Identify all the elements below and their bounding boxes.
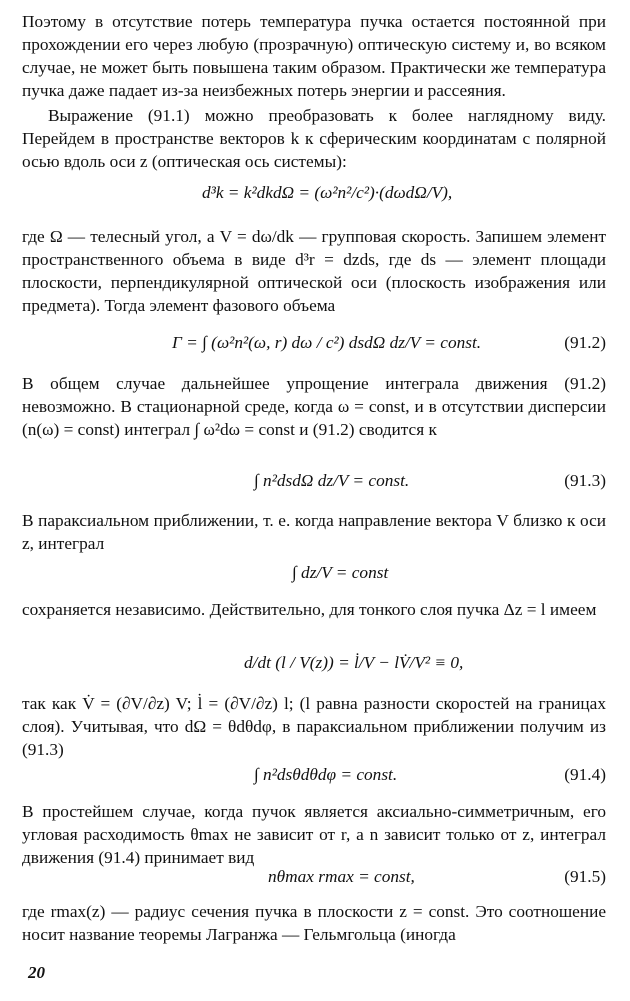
equation-d3k	[22, 178, 606, 208]
equation-91-5-number: (91.5)	[564, 867, 606, 886]
paragraph-general-case: В общем случае дальнейшее упрощение интеграла движения (91.2) невозможно. В стационарной среде, когда ω = const, и в отсутствии дисперсии (n(ω) = const) интеграл ∫ ω²dω = const и (91.2) сводится к	[22, 374, 606, 439]
paragraph-independent: сохраняется независимо. Действительно, для тонкого слоя пучка Δz = l имеем	[22, 600, 597, 619]
equation-d3k-body: d³k = k²dkdΩ = (ω²n²/c²)·(dωdΩ/V),	[202, 183, 453, 202]
equation-ddt	[22, 648, 606, 678]
paragraph-solid-angle: где Ω — телесный угол, а V = dω/dk — групповая скорость. Запишем элемент пространственного объема в виде d³r = dzds, где ds — элемент площади плоскости, перпендикулярной оптической оси (плоскость изображения или предмета). Тогда элемент фазового объема	[22, 227, 606, 315]
equation-91-3	[22, 466, 606, 496]
equation-91-5	[22, 862, 606, 892]
equation-91-2	[22, 328, 606, 358]
page-number: 20	[28, 963, 45, 982]
equation-ddt-body: d/dt (l / V(z)) = l̇/V − lV̇/V² ≡ 0,	[244, 653, 464, 672]
equation-91-4-number: (91.4)	[564, 765, 606, 784]
paragraph-paraxial: В параксиальном приближении, т. е. когда направление вектора V близко к оси z, интеграл	[22, 511, 606, 553]
equation-91-2-body: Γ = ∫ (ω²n²(ω, r) dω / c²) dsdΩ dz/V = const.	[172, 333, 482, 352]
equation-dz-v	[22, 558, 606, 588]
paragraph-transform: Выражение (91.1) можно преобразовать к более наглядному виду. Перейдем в пространстве векторов k к сферическим координатам с полярной осью вдоль оси z (оптическая ось системы):	[22, 106, 606, 171]
paragraph-simplest-case: В простейшем случае, когда пучок является аксиально-симметричным, его угловая расходимость θmax не зависит от r, а n зависит только от z, интеграл движения (91.4) принимает вид	[22, 802, 606, 867]
equation-91-2-number: (91.2)	[564, 333, 606, 352]
equation-91-4	[22, 760, 606, 790]
equation-91-5-body: nθmax rmax = const,	[268, 867, 415, 886]
equation-91-4-body: ∫ n²dsθdθdφ = const.	[254, 765, 398, 784]
equation-dz-v-body: ∫ dz/V = const	[292, 563, 389, 582]
paragraph-because: так как V̇ = (∂V/∂z) V; l̇ = (∂V/∂z) l; (l равна разности скоростей на границах слоя). Учитывая, что dΩ = θdθdφ, в параксиальном приближении получим из (91.3)	[22, 694, 606, 759]
paragraph-temperature: Поэтому в отсутствие потерь температура пучка остается постоянной при прохождении его через любую (прозрачную) оптическую систему и, во всяком случае, не может быть повышена таким образом. Практически же температура пучка даже падает из-за неизбежных потерь энергии и рассеяния.	[22, 12, 606, 100]
equation-91-3-body: ∫ n²dsdΩ dz/V = const.	[254, 471, 410, 490]
paragraph-lagrange: где rmax(z) — радиус сечения пучка в плоскости z = const. Это соотношение носит название теоремы Лагранжа — Гельмгольца (иногда	[22, 902, 606, 944]
equation-91-3-number: (91.3)	[564, 471, 606, 490]
